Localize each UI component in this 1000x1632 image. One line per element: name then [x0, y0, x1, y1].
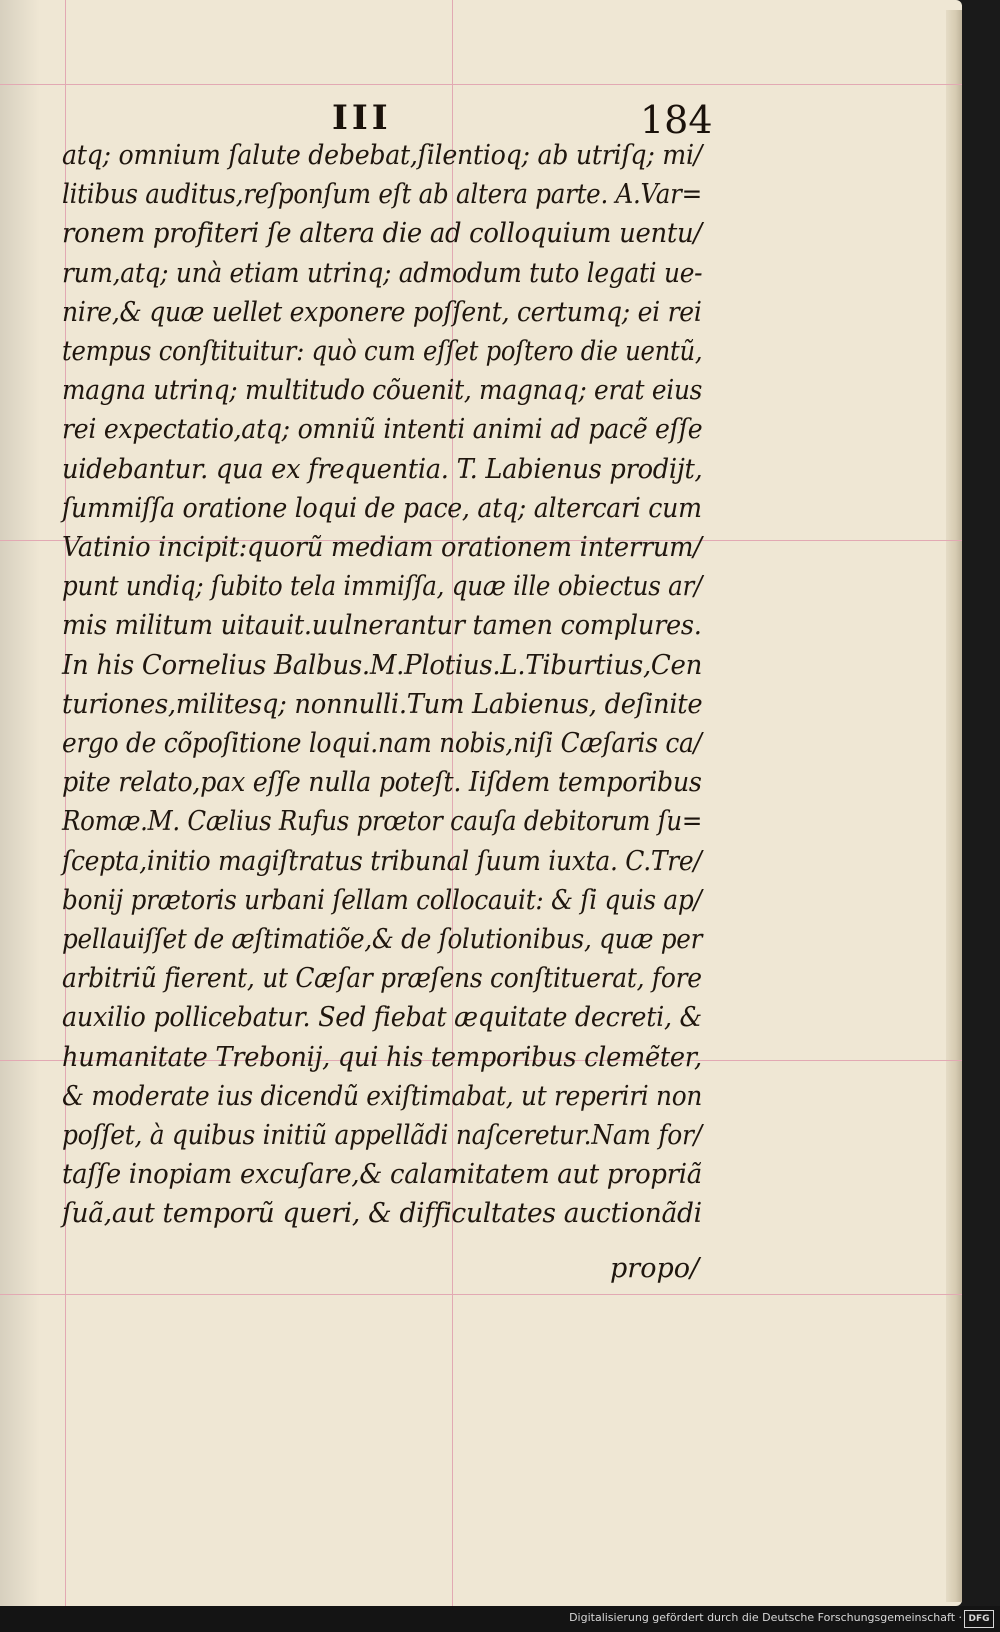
funding-credit: Digitalisierung gefördert durch die Deutsche Forschungsgemeinschaft · [569, 1611, 962, 1624]
text-line: poſſet, à quibus initiũ appellãdi naſceretur.Nam for/ [62, 1120, 702, 1152]
guide-line-top [0, 84, 962, 85]
text-line: turiones,militesq; nonnulli.Tum Labienus, deſinite [62, 688, 703, 720]
text-line: taſſe inopiam excuſare,& calamitatem aut propriã [62, 1159, 702, 1191]
text-line: ergo de cõpoſitione loqui.nam nobis,niſi Cæſaris ca/ [62, 728, 702, 760]
text-line: mis militum uitauit.uulnerantur tamen complures. [62, 610, 702, 642]
text-line: uidebantur. qua ex frequentia. T. Labienus prodijt, [62, 453, 703, 485]
text-line: tempus conſtituitur: quò cum eſſet poſtero die uentũ, [62, 336, 703, 368]
text-line: nire,& quæ uellet exponere poſſent, certumq; ei rei [62, 296, 702, 328]
text-line: punt undiq; ſubito tela immiſſa, quæ ille obiectus ar/ [62, 571, 702, 603]
text-line: arbitriũ fierent, ut Cæſar præſens conſtituerat, fore [62, 963, 702, 995]
text-line: ronem profiteri ſe altera die ad colloquium uentu/ [62, 218, 702, 250]
text-line: rum,atq; unà etiam utrinq; admodum tuto legati ue- [62, 257, 703, 289]
text-line: auxilio pollicebatur. Sed fiebat æquitate decreti, & [62, 1002, 702, 1034]
text-line: ſcepta,initio magiſtratus tribunal ſuum iuxta. C.Tre/ [62, 845, 702, 877]
text-line: bonij prætoris urbani ſellam collocauit: & ſi quis ap/ [62, 884, 702, 916]
footer-bar [0, 1606, 1000, 1632]
text-line: Romæ.M. Cælius Rufus prœtor cauſa debitorum ſu= [62, 806, 703, 838]
guide-line-bottom [0, 1294, 962, 1295]
text-line: rei expectatio,atq; omniũ intenti animi ad pacẽ eſſe [62, 414, 703, 446]
text-line: humanitate Trebonij, qui his temporibus clemẽter, [62, 1041, 702, 1073]
text-line: ſummiſſa oratione loqui de pace, atq; altercari cum [62, 492, 702, 524]
text-line: magna utrinq; multitudo cõuenit, magnaq; erat eius [62, 375, 703, 407]
page-edge [946, 10, 962, 1602]
dfg-logo: DFG [964, 1610, 994, 1628]
text-line: Vatinio incipit:quorũ mediam orationem interrum/ [62, 532, 702, 564]
signature-mark: III [332, 98, 392, 138]
catchword: propo/ [610, 1253, 700, 1284]
gutter-shadow [0, 0, 40, 1606]
text-line: & moderate ius dicendũ exiſtimabat, ut reperiri non [62, 1080, 703, 1112]
text-line: pite relato,pax eſſe nulla poteſt. Iiſdem temporibus [62, 767, 702, 799]
text-line: In his Cornelius Balbus.M.Plotius.L.Tiburtius,Cen [62, 649, 703, 681]
text-line: pellauiſſet de æſtimatiõe,& de ſolutionibus, quæ per [62, 924, 703, 956]
text-line: atq; omnium ſalute debebat,ſilentioq; ab utriſq; mi/ [62, 140, 703, 171]
folio-number: 184 [640, 98, 713, 142]
text-line: ſuã,aut temporũ queri, & difficultates auctionãdi [62, 1198, 702, 1230]
body-text [62, 136, 712, 1234]
text-line: litibus auditus,reſponſum eſt ab altera parte. A.Var= [62, 179, 702, 211]
